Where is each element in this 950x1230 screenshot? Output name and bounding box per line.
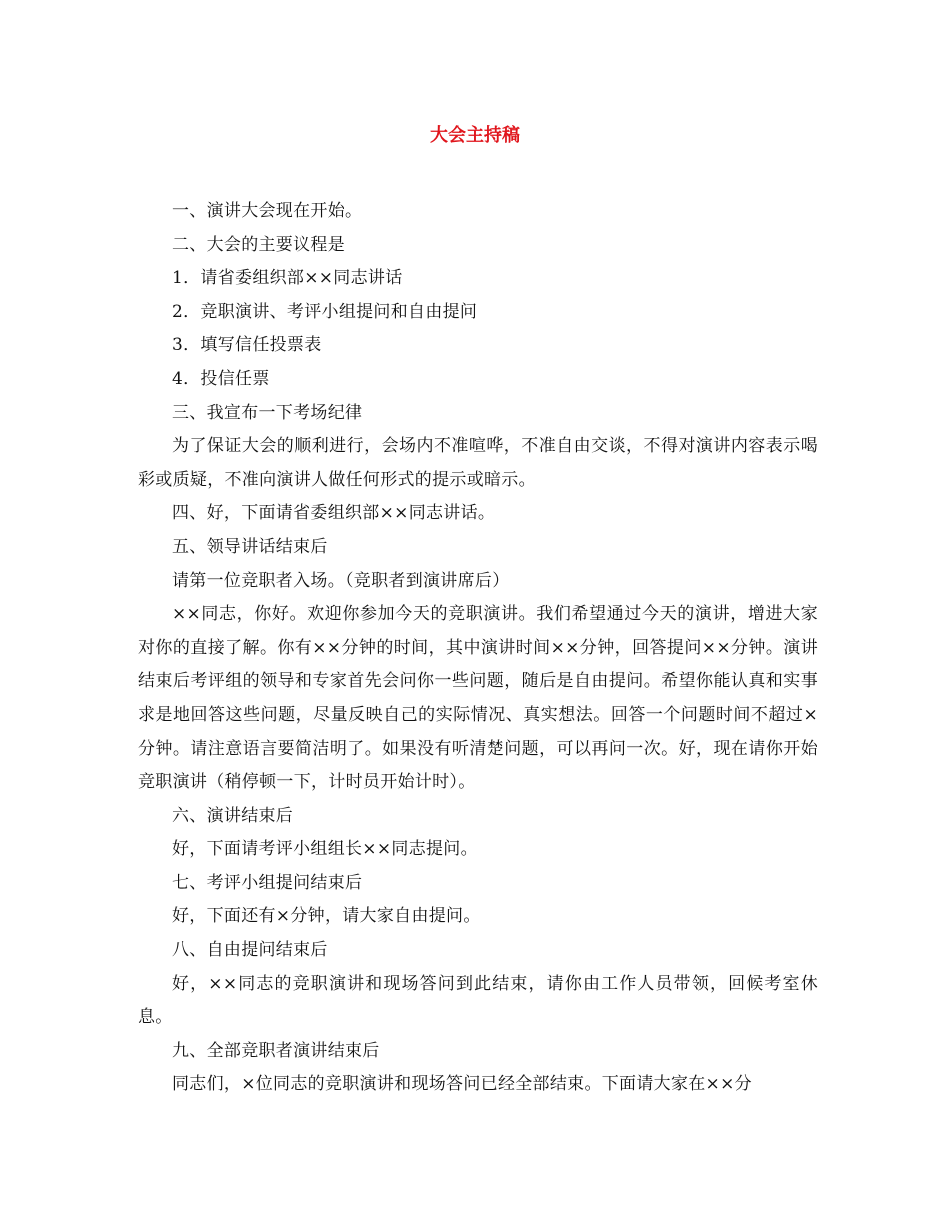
document-body [138,195,818,1102]
paragraph: 六、演讲结束后 [172,805,294,826]
paragraph: 好，下面请考评小组组长××同志提问。 [172,839,478,860]
paragraph: 4．投信任票 [172,368,270,389]
paragraph: 为了保证大会的顺利进行，会场内不准喧哗，不准自由交谈，不得对演讲内容表示喝彩或质疑，不准向演讲人做任何形式的提示或暗示。 [138,436,818,490]
paragraph: 3．填写信任投票表 [172,335,322,356]
document-title: 大会主持稿 [430,125,520,146]
paragraph: 同志们，×位同志的竞职演讲和现场答问已经全部结束。下面请大家在××分 [172,1074,752,1095]
paragraph: 四、好，下面请省委组织部××同志讲话。 [172,503,496,524]
paragraph: 五、领导讲话结束后 [172,536,328,557]
paragraph: ××同志，你好。欢迎你参加今天的竞职演讲。我们希望通过今天的演讲，增进大家对你的直接了解。你有××分钟的时间，其中演讲时间××分钟，回答提问××分钟。演讲结束后考评组的领导和专家首先会问你一些问题，随后是自由提问。希望你能认真和实事求是地回答这些问题，尽量反映自己的实际情况、真实想法。回答一个问题时间不超过×分钟。请注意语言要简洁明了。如果没有听清楚问题，可以再问一次。好，现在请你开始竞职演讲（稍停顿一下，计时员开始计时）。 [138,604,818,793]
paragraph: 好，××同志的竞职演讲和现场答问到此结束，请你由工作人员带领，回候考室休息。 [138,973,818,1028]
paragraph: 九、全部竞职者演讲结束后 [172,1040,380,1061]
paragraph: 二、大会的主要议程是 [172,234,345,255]
paragraph: 2．竞职演讲、考评小组提问和自由提问 [172,301,478,322]
paragraph: 一、演讲大会现在开始。 [172,201,363,221]
paragraph: 好，下面还有×分钟，请大家自由提问。 [172,906,481,927]
paragraph: 1．请省委组织部××同志讲话 [172,268,403,289]
paragraph: 请第一位竞职者入场。（竞职者到演讲席后） [172,570,510,591]
paragraph: 八、自由提问结束后 [172,940,328,961]
paragraph: 七、考评小组提问结束后 [172,872,363,893]
paragraph: 三、我宣布一下考场纪律 [172,402,363,423]
